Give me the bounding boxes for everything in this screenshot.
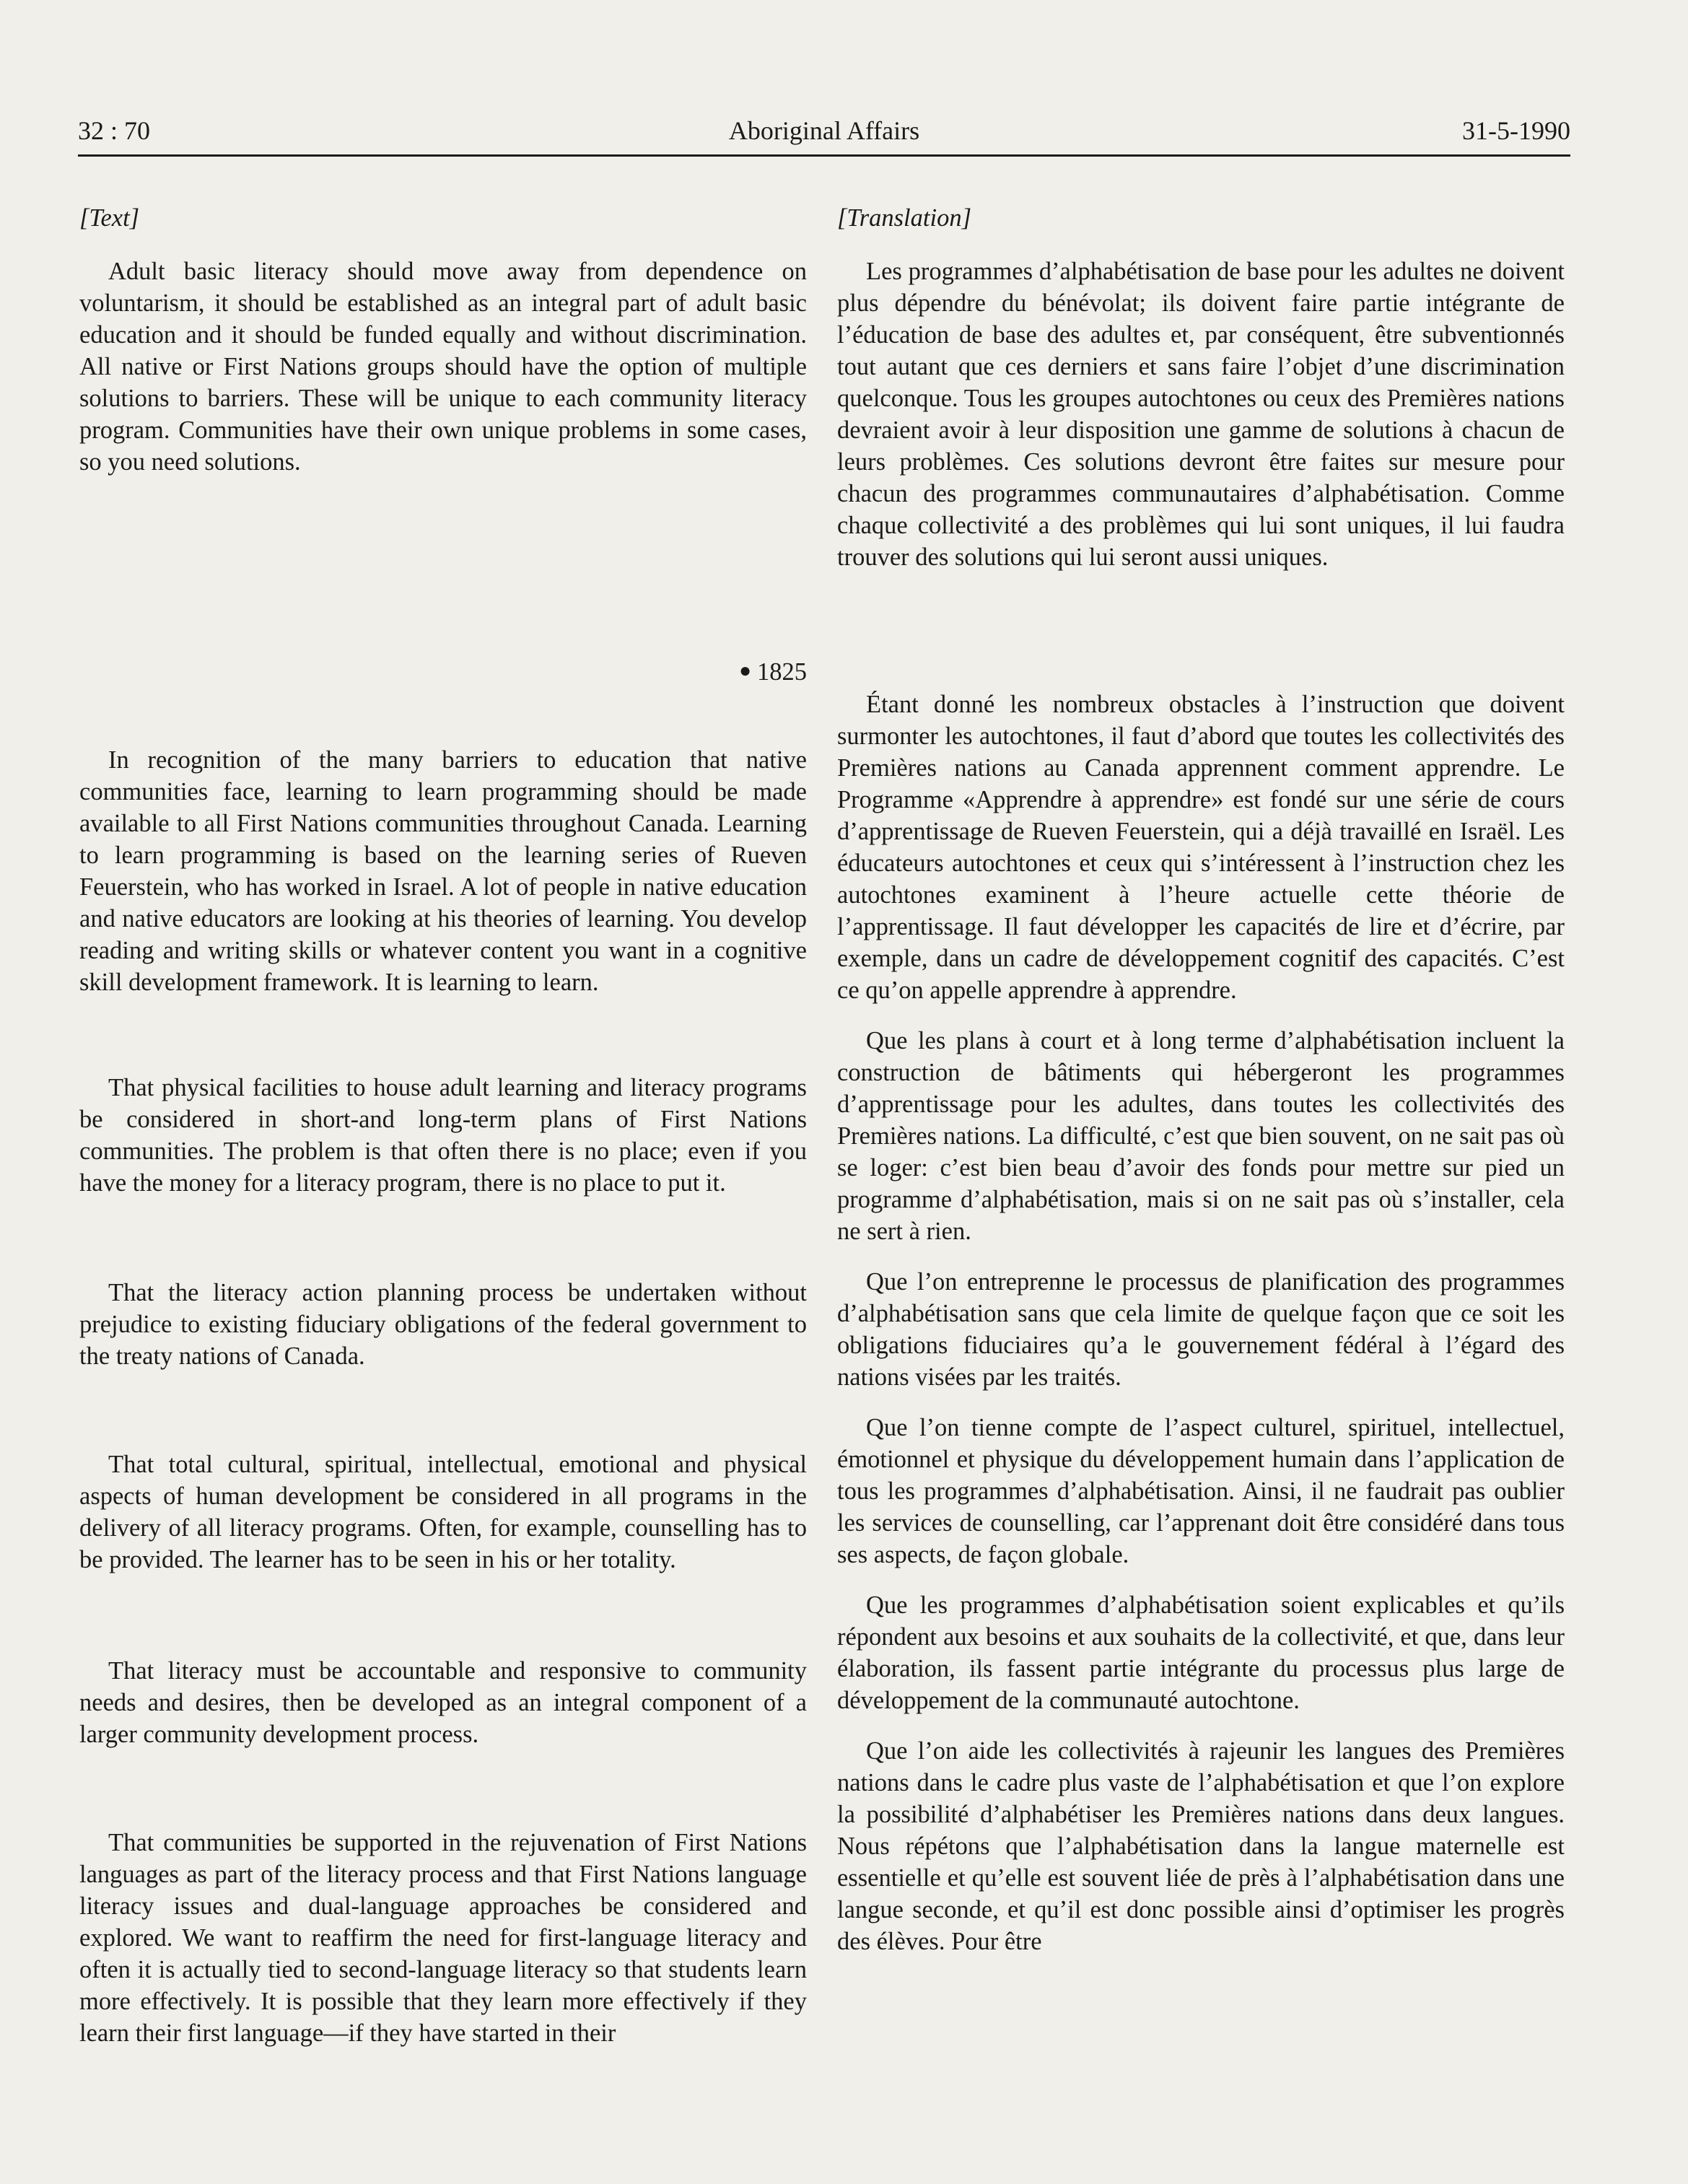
time-marker [79, 655, 807, 688]
header-rule [78, 154, 1570, 157]
paragraph: Les programmes d’alphabétisation de base pour les adultes ne doivent plus dépendre du bénévolat; ils doivent faire partie intégrante de l’éducation de base des adultes et, par conséquent, être subventionnés tout autant que ces derniers et sans faire l’objet d’une discrimination quelconque. Tous les groupes autochtones ou ceux des Premières nations devraient avoir à leur disposition une gamme de solutions à chacun de leurs problèmes. Ces solutions devront être faites sur mesure pour chacun des programmes communautaires d’alphabétisation. Comme chaque collectivité a des problèmes qui lui sont uniques, il lui faudra trouver des solutions qui lui seront aussi uniques. [837, 258, 1565, 571]
paragraph: That communities be supported in the rejuvenation of First Nations languages as part of the literacy process and that First Nations language literacy issues and dual-language approaches be considered and explored. We want to reaffirm the need for first-language literacy and often it is actually tied to second-language literacy so that students learn more effectively. It is possible that they learn more effectively if they learn their first language—if they have started in their [79, 1829, 807, 2047]
paragraph: Étant donné les nombreux obstacles à l’instruction que doivent surmonter les autochtones, il faut d’abord que toutes les collectivités des Premières nations au Canada apprennent comment apprendre. Le Programme «Apprendre à apprendre» est fondé sur une série de cours d’apprentissage de Rueven Feuerstein, qui a déjà travaillé en Israël. Les éducateurs autochtones et ceux qui s’intéressent à l’instruction chez les autochtones examinent à l’heure actuelle cette théorie de l’apprentissage. Il faut développer les capacités de lire et d’écrire, par exemple, dans un cadre de développement cognitif des capacités. C’est ce qu’on appelle apprendre à apprendre. [837, 691, 1565, 1004]
paragraph: Que les plans à court et à long terme d’alphabétisation incluent la construction de bâtiments qui hébergeront les programmes d’apprentissage pour les adultes, dans toutes les collectivités des Premières nations. La difficulté, c’est que bien souvent, on ne sait pas où se loger: c’est bien beau d’avoir des fonds pour mettre sur pied un programme d’alphabétisation, mais si on ne sait pas où s’installer, cela ne sert à rien. [837, 1027, 1565, 1245]
page-header [78, 115, 1570, 153]
sitting-date: 31-5-1990 [1462, 116, 1570, 145]
english-column [79, 202, 807, 2049]
paragraph: Que l’on aide les collectivités à rajeunir les langues des Premières nations dans le cadre plus vaste de l’alphabétisation et que l’on explore la possibilité d’alphabétiser les Premières nations dans deux langues. Nous répétons que l’alphabétisation dans la langue maternelle est essentielle et qu’elle est souvent liée de près à l’alphabétisation dans une langue seconde, et qu’il est donc possible ainsi d’optimiser les progrès des élèves. Pour être [837, 1737, 1565, 1955]
paragraph: Adult basic literacy should move away from dependence on voluntarism, it should be established as an integral part of adult basic education and it should be funded equally and without discrimination. All native or First Nations groups should have the option of multiple solutions to barriers. These will be unique to each community literacy program. Communities have their own unique problems in some cases, so you need solutions. [79, 258, 807, 476]
paragraph: That total cultural, spiritual, intellectual, emotional and physical aspects of human development be considered in all programs in the delivery of all literacy programs. Often, for example, counselling has to be provided. The learner has to be seen in his or her totality. [79, 1451, 807, 1573]
page-number: 32 : 70 [78, 116, 151, 145]
paragraph: Que les programmes d’alphabétisation soient explicables et qu’ils répondent aux besoins et aux souhaits de la collectivité, et que, dans leur élaboration, ils fassent partie intégrante du processus plus large de développement de la communauté autochtone. [837, 1591, 1565, 1714]
paragraph: That physical facilities to house adult learning and literacy programs be considered in short-and long-term plans of First Nations communities. The problem is that often there is no place; even if you have the money for a literacy program, there is no place to put it. [79, 1074, 807, 1197]
paragraph: That the literacy action planning process be undertaken without prejudice to existing fiduciary obligations of the federal government to the treaty nations of Canada. [79, 1279, 807, 1370]
column-label-text: [Text] [79, 204, 140, 232]
column-label-translation: [Translation] [837, 204, 971, 232]
paragraph: Que l’on tienne compte de l’aspect culturel, spirituel, intellectuel, émotionnel et physique du développement humain dans l’application de tous les programmes d’alphabétisation. Ainsi, il ne faudrait pas oublier les services de counselling, car l’apprenant doit être considéré dans tous ses aspects, de façon globale. [837, 1414, 1565, 1568]
running-title: Aboriginal Affairs [728, 116, 920, 145]
paragraph: In recognition of the many barriers to education that native communities face, learning to learn programming should be made available to all First Nations communities throughout Canada. Learning to learn programming is based on the learning series of Rueven Feuerstein, who has worked in Israel. A lot of people in native education and native educators are looking at his theories of learning. You develop reading and writing skills or whatever content you want in a cognitive skill development framework. It is learning to learn. [79, 746, 807, 996]
paragraph: Que l’on entreprenne le processus de planification des programmes d’alphabétisation sans que cela limite de quelque façon que ce soit les obligations fiduciaires qu’a le gouvernement fédéral à l’égard des nations visées par les traités. [837, 1268, 1565, 1391]
bullet-icon: ● [739, 660, 751, 682]
time-marker-value: 1825 [757, 658, 807, 686]
paragraph: That literacy must be accountable and responsive to community needs and desires, then be developed as an integral component of a larger community development process. [79, 1657, 807, 1748]
french-column [837, 202, 1565, 1957]
